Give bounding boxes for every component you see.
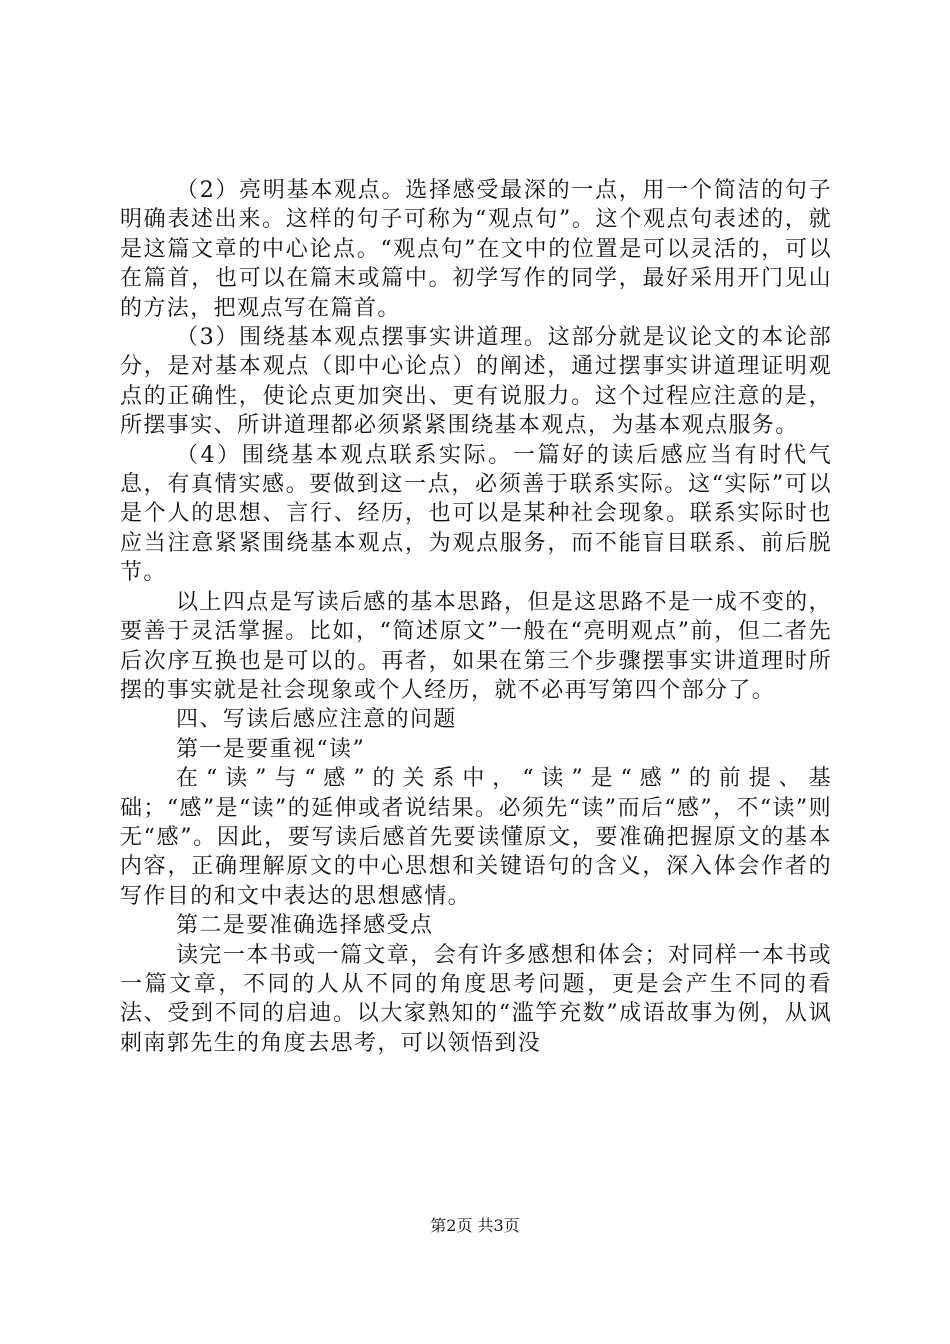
subheading-second: 第二是要准确选择感受点 [176,913,434,939]
paragraph-point-2: （2）亮明基本观点。选择感受最深的一点，用一个简洁的句子明确表述出来。这样的句子可称为“观点句”。这个观点句表述的，就是这篇文章的中心论点。“观点句”在文中的位置是可以灵活的，可以在篇首，也可以在篇末或篇中。初学写作的同学，最好采用开门见山的方法，把观点写在篇首。 [120,178,832,321]
paragraph-summary: 以上四点是写读后感的基本思路，但是这思路不是一成不变的，要善于灵活掌握。比如，“简述原文”一般在“亮明观点”前，但二者先后次序互换也是可以的。再者，如果在第三个步骤摆事实讲道理时所摆的事实就是社会现象或个人经历，就不必再写第四个部分了。 [120,589,832,703]
paragraph-point-3: （3）围绕基本观点摆事实讲道理。这部分就是议论文的本论部分，是对基本观点（即中心论点）的阐述，通过摆事实讲道理证明观点的正确性，使论点更加突出、更有说服力。这个过程应注意的是，所摆事实、所讲道理都必须紧紧围绕基本观点，为基本观点服务。 [120,325,832,439]
paragraph-point-4: （4）围绕基本观点联系实际。一篇好的读后感应当有时代气息，有真情实感。要做到这一点，必须善于联系实际。这“实际”可以是个人的思想、言行、经历，也可以是某种社会现象。联系实际时也应当注意紧紧围绕基本观点，为观点服务，而不能盲目联系、前后脱节。 [120,442,832,586]
paragraph-reading: 在“读”与“感”的关系中，“读”是“感”的前提、基础；“感”是“读”的延伸或者说结果。必须先“读”而后“感”，不“读”则无“感”。因此，要写读后感首先要读懂原文，要准确把握原文的基本内容，正确理解原文的中心思想和关键语句的含义，深入体会作者的写作目的和文中表达的思想感情。 [120,766,832,909]
paragraph-feeling-point: 读完一本书或一篇文章，会有许多感想和体会；对同样一本书或一篇文章，不同的人从不同的角度思考问题，更是会产生不同的看法、受到不同的启迪。以大家熟知的“滥竽充数”成语故事为例，从讽刺南郭先生的角度去思考，可以领悟到没 [120,942,832,1056]
document-body [120,176,832,1058]
page-number-footer: 第2页 共3页 [430,1216,520,1235]
subheading-first: 第一是要重视“读” [176,736,366,762]
section-heading: 四、写读后感应注意的问题 [176,707,457,733]
